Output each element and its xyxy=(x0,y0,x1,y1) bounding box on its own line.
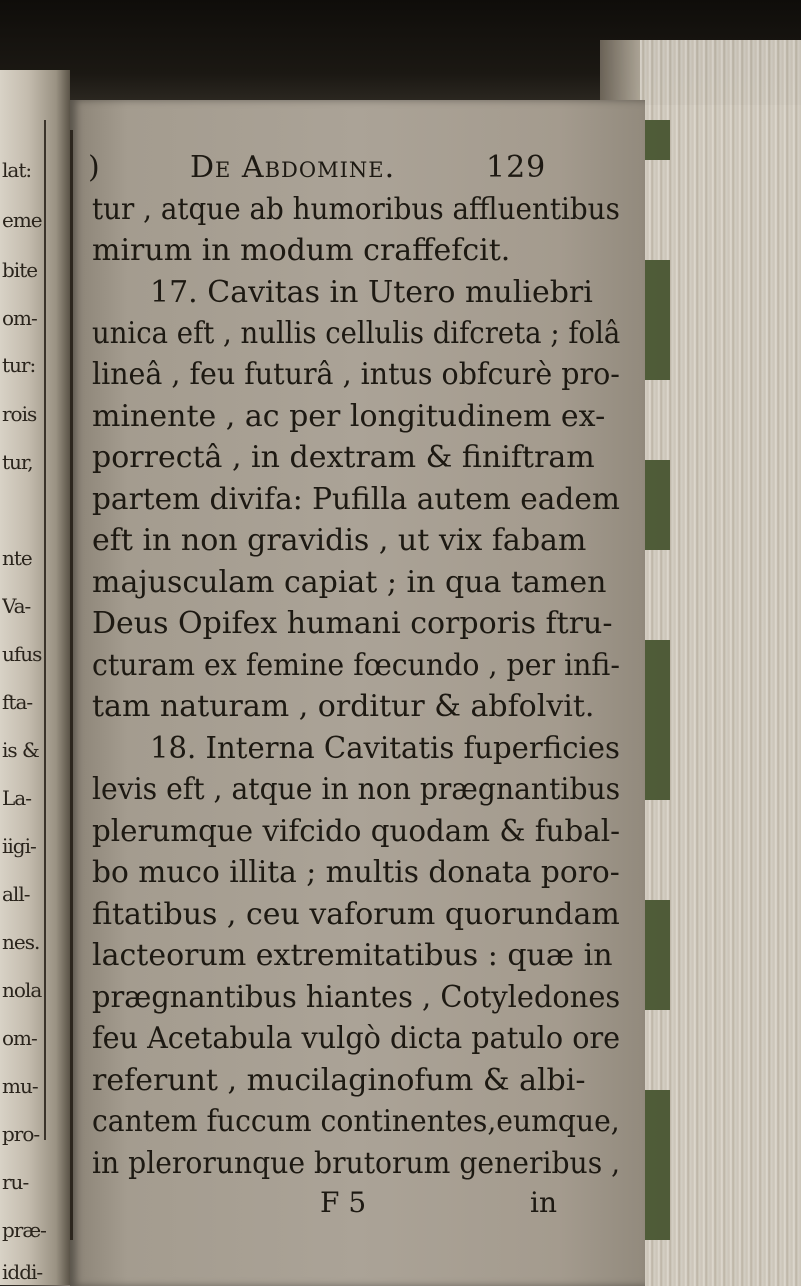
page-edge-stain xyxy=(644,460,670,550)
text-line: referunt , mucilaginofum & albi- xyxy=(92,1063,586,1098)
running-header-title: De Abdomine. xyxy=(190,150,396,185)
page-gutter-rule xyxy=(70,130,73,1240)
facing-page-fragment-line: Va- xyxy=(2,594,31,618)
text-line: mirum in modum craffefcit. xyxy=(92,233,511,268)
facing-page-fragment-line: ufus xyxy=(2,642,42,666)
text-line: prægnantibus hiantes , Cotyledones xyxy=(92,980,621,1015)
text-line: cantem fuccum continentes,eumque, xyxy=(92,1104,620,1139)
facing-page-fragment-line: pro- xyxy=(2,1122,40,1146)
paragraph-18-start: 18. Interna Cavitatis fuperficies xyxy=(150,731,620,766)
page-edge-stain xyxy=(644,120,670,160)
facing-page-fragment-line: bite xyxy=(2,258,38,282)
text-line: fitatibus , ceu vaforum quorundam xyxy=(92,897,620,932)
text-line: plerumque vifcido quodam & fubal- xyxy=(92,814,621,849)
header-mark: ) xyxy=(88,150,100,185)
facing-page-fragment-line: iigi- xyxy=(2,834,36,858)
page-number: 129 xyxy=(486,150,547,185)
text-line: in plerorunque brutorum generibus , xyxy=(92,1146,621,1181)
facing-page-fragment-line: eme xyxy=(2,208,42,232)
facing-page-fragment-line: La- xyxy=(2,786,31,810)
facing-page-fragment-line: lat: xyxy=(2,158,32,182)
facing-page-fragment-line: tur, xyxy=(2,450,33,474)
signature-mark: F 5 xyxy=(320,1186,367,1219)
catchword: in xyxy=(530,1186,557,1219)
text-line: lineâ , feu futurâ , intus obfcurè pro- xyxy=(92,357,620,392)
facing-page-fragment-line: ru- xyxy=(2,1170,29,1194)
page-edge-stain xyxy=(644,1090,670,1240)
text-line: partem divifa: Pufilla autem eadem xyxy=(92,482,620,517)
facing-page-fragment-line: om- xyxy=(2,306,37,330)
text-line: cturam ex femine fœcundo , per infi- xyxy=(92,648,620,683)
facing-page-fragment-line: nes. xyxy=(2,930,40,954)
text-line: Deus Opifex humani corporis ftru- xyxy=(92,606,613,641)
text-line: feu Acetabula vulgò dicta patulo ore xyxy=(92,1021,621,1056)
text-line: unica eft , nullis cellulis difcreta ; folâ xyxy=(92,316,621,351)
text-line: majusculam capiat ; in qua tamen xyxy=(92,565,607,600)
text-line: lacteorum extremitatibus : quæ in xyxy=(92,938,613,973)
facing-page-fragment-line: is & xyxy=(2,738,39,762)
text-line: eft in non gravidis , ut vix fabam xyxy=(92,523,587,558)
page-edge-stain xyxy=(644,260,670,380)
facing-page-fragment-line: nte xyxy=(2,546,32,570)
facing-page-fragment-line: fta- xyxy=(2,690,33,714)
facing-page-fragment-line: nola xyxy=(2,978,42,1002)
paragraph-17-start: 17. Cavitas in Utero muliebri xyxy=(150,275,593,310)
facing-page-fragment-line: iddi- xyxy=(2,1260,43,1284)
page-edge-stain xyxy=(644,900,670,1010)
text-line: minente , ac per longitudinem ex- xyxy=(92,399,606,434)
text-line: bo muco illita ; multis donata poro- xyxy=(92,855,620,890)
facing-page-fragment-line: præ- xyxy=(2,1218,46,1242)
text-line: levis eft , atque in non prægnantibus xyxy=(92,772,621,807)
facing-page-fragment-line: mu- xyxy=(2,1074,38,1098)
facing-page-fragment-line: rois xyxy=(2,402,37,426)
text-line: porrectâ , in dextram & finiftram xyxy=(92,440,595,475)
text-line: tur , atque ab humoribus affluentibus xyxy=(92,192,620,227)
facing-page-fragment xyxy=(0,70,70,1285)
facing-page-fragment-line: om- xyxy=(2,1026,37,1050)
page-edge-stain xyxy=(644,640,670,800)
text-line: tam naturam , orditur & abfolvit. xyxy=(92,689,595,724)
facing-page-fragment-line: all- xyxy=(2,882,30,906)
facing-page-fragment-line: tur: xyxy=(2,353,36,377)
